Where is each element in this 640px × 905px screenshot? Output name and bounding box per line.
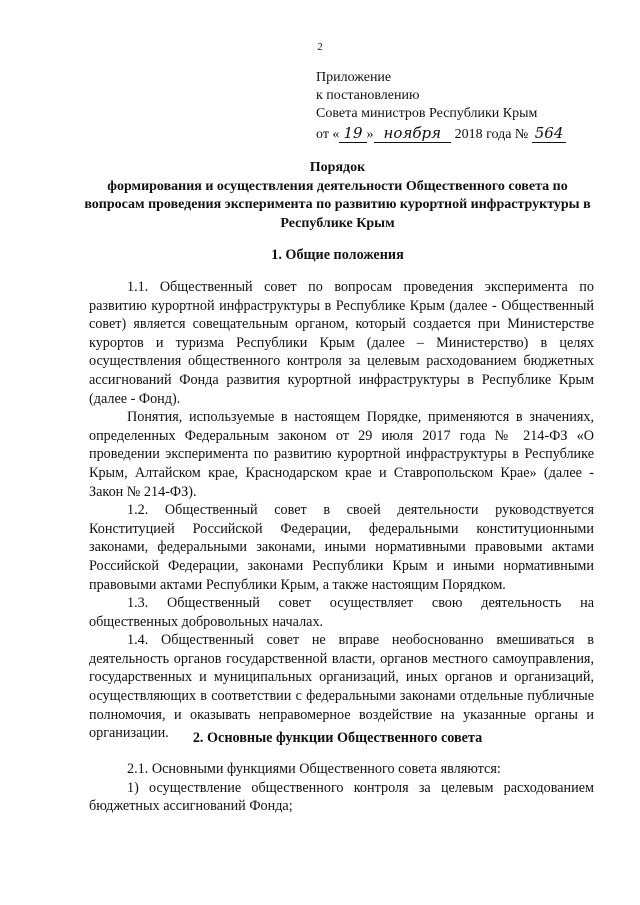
paragraph: 1.3. Общественный совет осуществляет свою деятельность на общественных добровольных началах. [89,595,594,630]
appendix-to-resolution: к постановлению [316,88,420,104]
appendix-council: Совета министров Республики Крым [316,106,538,122]
paragraph: 1.2. Общественный совет в своей деятельности руководствуется Конституцией Российской Федерации, федеральными конституционными законами, федеральными законами, иными нормативными правовыми актами Российской Федерации, законами Республики Крым и иными нормативными правовыми актами Республики Крым, а также настоящим Порядком. [89,502,594,593]
section-1-body [89,278,594,743]
paragraph: Понятия, используемые в настоящем Порядке, применяются в значениях, определенных Федеральным законом от 29 июля 2017 года № 214-ФЗ «О проведении эксперимента по развитию курортной инфраструктуры в Республике Крым, Алтайском крае, Краснодарском крае и Ставропольском Крае» (далее - Закон № 214-ФЗ). [89,409,594,500]
document-title [80,159,595,233]
date-year: 2018 года № [454,126,529,142]
title-subtitle: формирования и осуществления деятельности Общественного совета по вопросам проведения эксперимента по развитию курортной инфраструктуры в Республике Крым [84,178,591,231]
appendix-label: Приложение [316,70,392,85]
date-prefix: от « [316,126,340,142]
section-1-heading: 1. Общие положения [271,247,404,263]
date-day: 19 [339,124,366,143]
appendix-block [316,69,566,144]
paragraph: 1) осуществление общественного контроля за целевым расходованием бюджетных ассигнований Фонда; [89,779,594,815]
date-month: ноября [374,124,452,143]
paragraph: 1.4. Общественный совет не вправе необоснованно вмешиваться в деятельность органов государственной власти, органов местного самоуправления, государственных и муниципальных организаций, иных органов и организаций, осуществляющих в соответствии с федеральными законами отдельные публичные полномочия, и оказывать неправомерное воздействие на указанные органы и организации. [89,632,594,742]
date-sep: » [366,126,374,142]
section-2-heading: 2. Основные функции Общественного совета [192,730,483,746]
doc-number: 564 [532,124,567,143]
paragraph: 1.1. Общественный совет по вопросам проведения эксперимента по развитию курортной инфраструктуры в Республике Крым (далее - Общественный совет) является совещательным органом, который создается при Министерстве курортов и туризма Республики Крым (далее – Министерство) в целях осуществления общественного контроля за целевым расходованием бюджетных ассигнований Фонда развития курортной инфраструктуры в Республике Крым (далее - Фонд). [89,279,594,407]
section-2-body [89,760,594,816]
paragraph: 2.1. Основными функциями Общественного совета являются: [127,761,501,777]
appendix-date-line [316,124,566,144]
title-main: Порядок [309,160,366,175]
page-number: 2 [317,41,323,53]
